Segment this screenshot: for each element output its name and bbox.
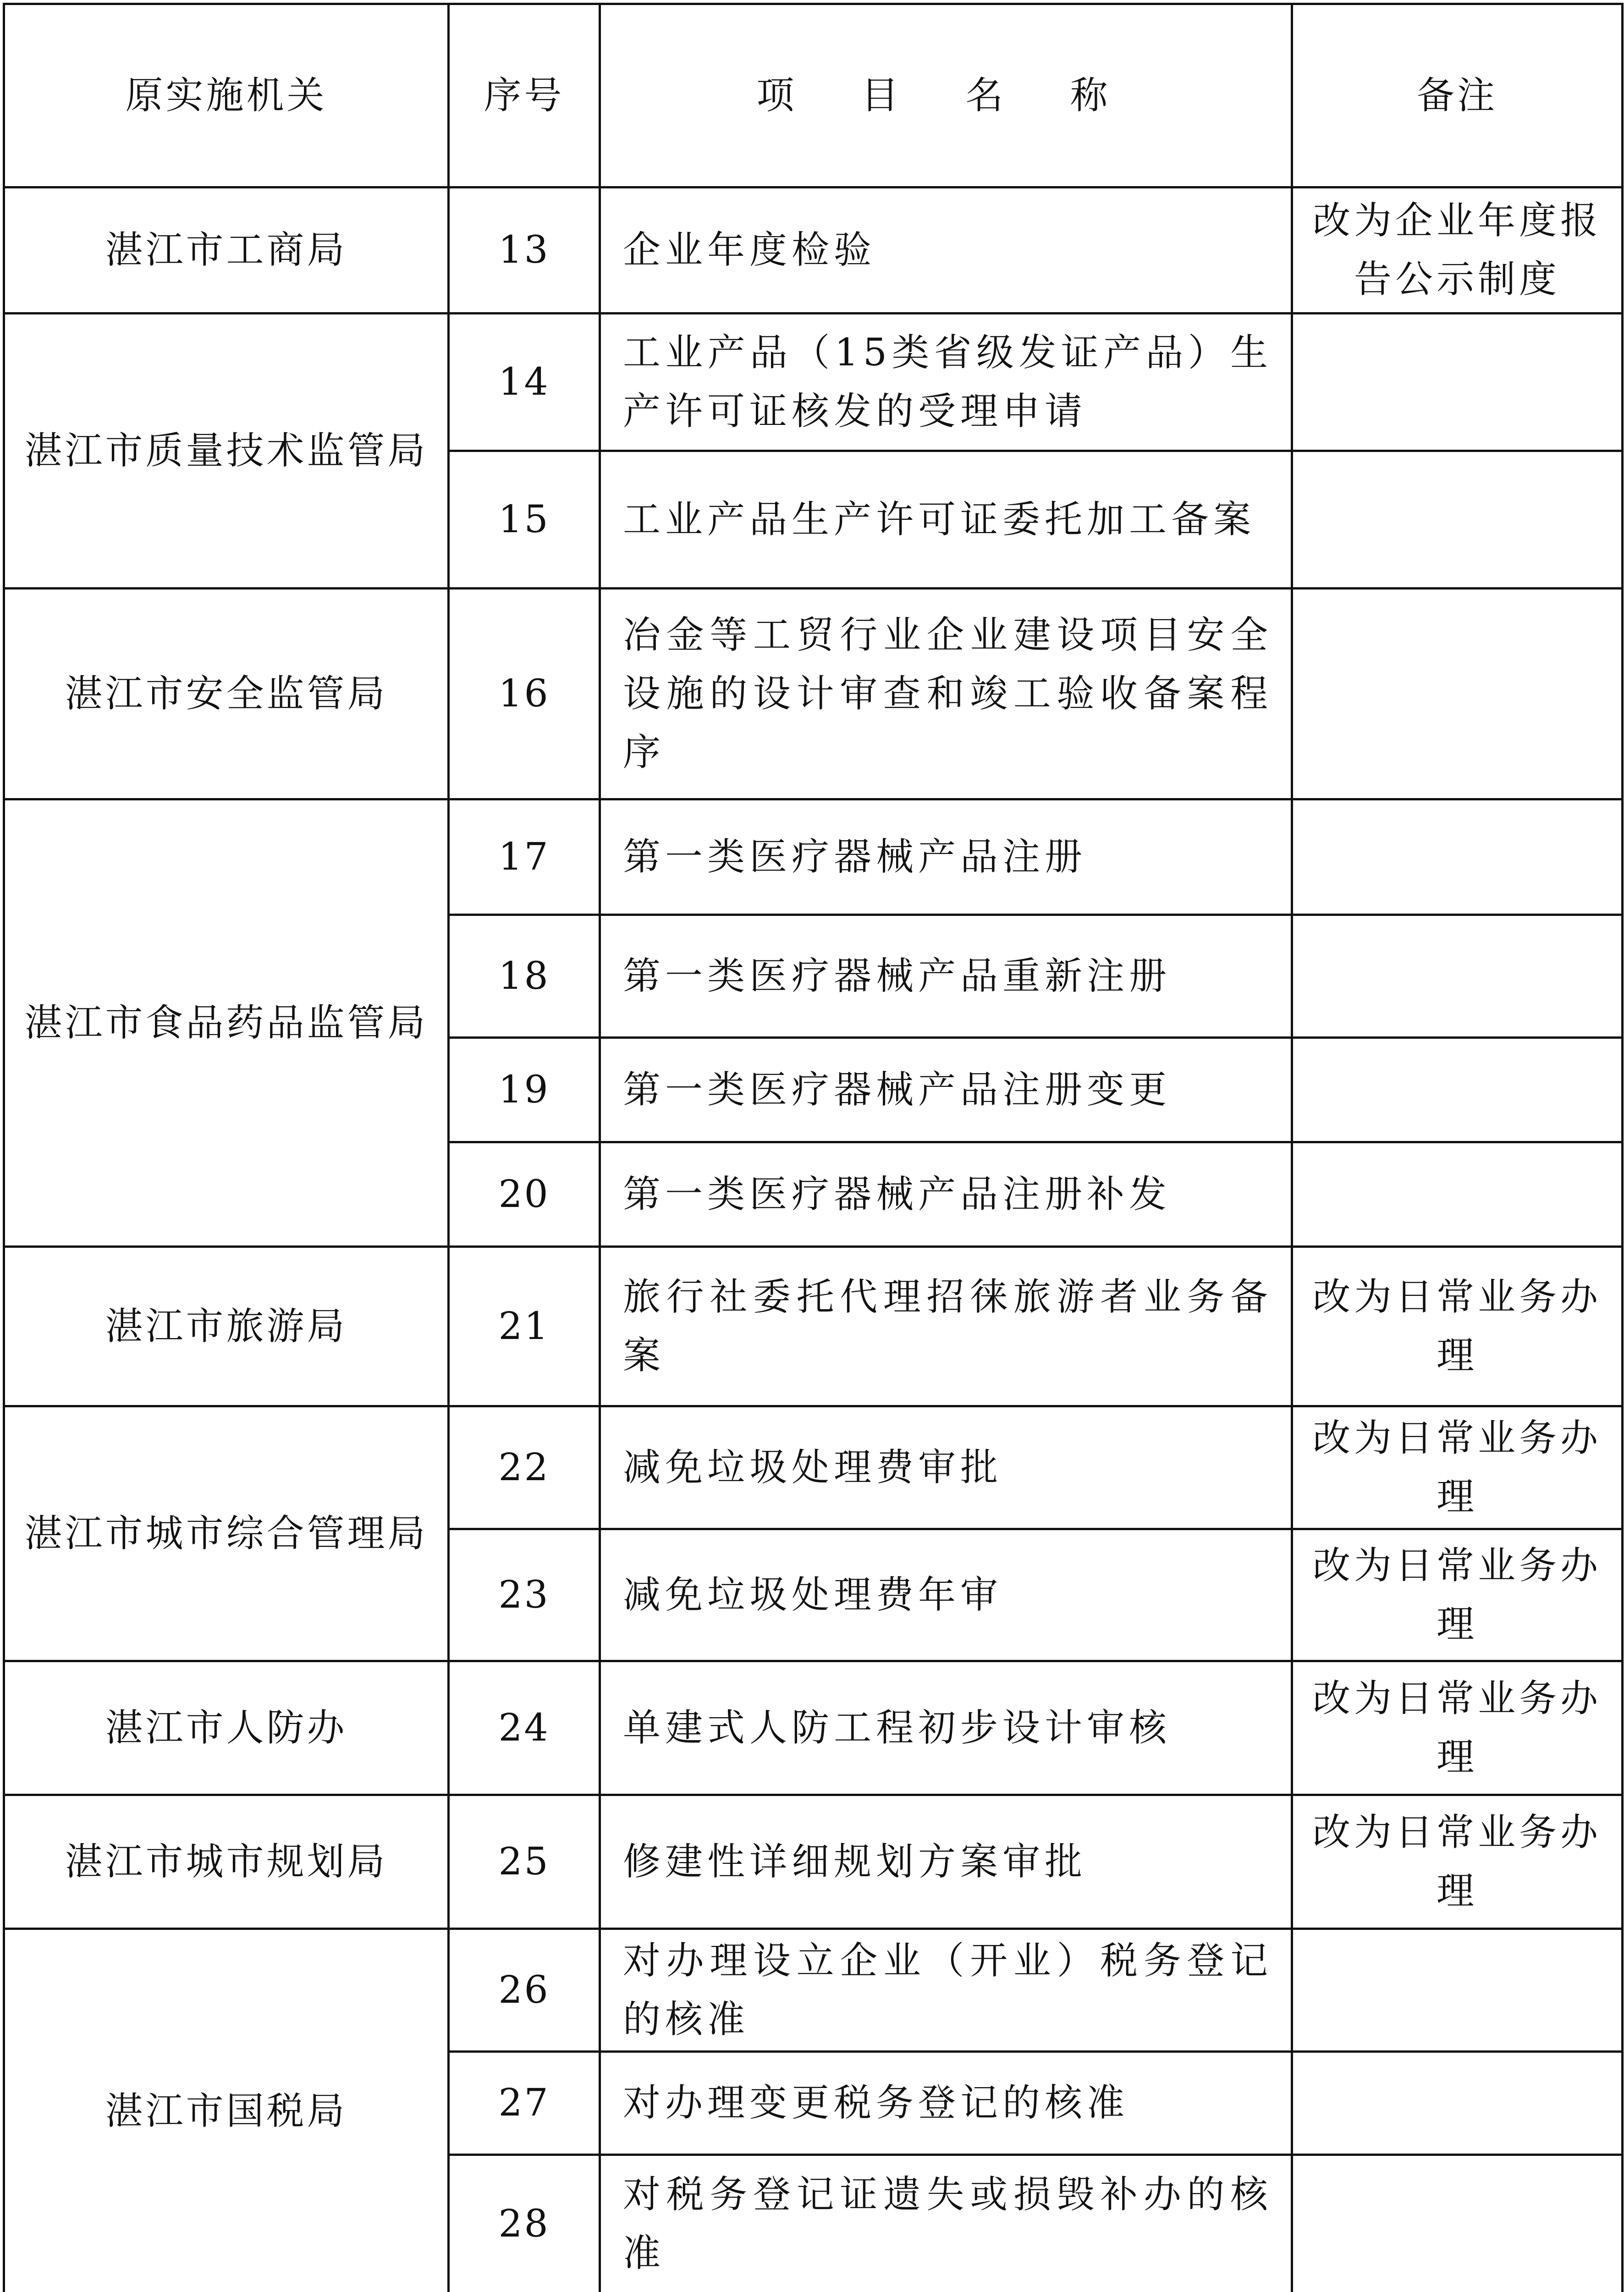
org-cell: 湛江市旅游局: [4, 1247, 449, 1406]
item-name: 第一类医疗器械产品注册变更: [600, 1038, 1292, 1142]
table-row: [4, 1661, 1623, 1795]
item-name: 对税务登记证遗失或损毁补办的核准: [600, 2155, 1292, 2292]
org-cell: 湛江市城市规划局: [4, 1795, 449, 1929]
item-name: 修建性详细规划方案审批: [600, 1795, 1292, 1929]
note-cell: [1292, 1929, 1623, 2052]
item-name: 第一类医疗器械产品重新注册: [600, 915, 1292, 1038]
note-cell: 改为日常业务办理: [1292, 1406, 1623, 1529]
note-cell: [1292, 1038, 1623, 1142]
item-name: 减免垃圾处理费审批: [600, 1406, 1292, 1529]
row-number: 26: [449, 1929, 600, 2052]
table-row: [4, 1795, 1623, 1929]
org-cell: 湛江市质量技术监管局: [4, 314, 449, 589]
row-number: 27: [449, 2052, 600, 2155]
row-number: 14: [449, 314, 600, 451]
note-cell: 改为日常业务办理: [1292, 1529, 1623, 1661]
approval-items-table: [3, 3, 1624, 2292]
note-cell: 改为日常业务办理: [1292, 1247, 1623, 1406]
item-name: 第一类医疗器械产品注册: [600, 799, 1292, 915]
item-name: 第一类医疗器械产品注册补发: [600, 1142, 1292, 1247]
item-name: 工业产品（15类省级发证产品）生产许可证核发的受理申请: [600, 314, 1292, 451]
row-number: 20: [449, 1142, 600, 1247]
row-number: 22: [449, 1406, 600, 1529]
row-number: 19: [449, 1038, 600, 1142]
item-name: 旅行社委托代理招徕旅游者业务备案: [600, 1247, 1292, 1406]
note-cell: [1292, 1142, 1623, 1247]
note-cell: [1292, 2052, 1623, 2155]
table-row: [4, 1247, 1623, 1406]
row-number: 13: [449, 187, 600, 314]
org-cell: 湛江市城市综合管理局: [4, 1406, 449, 1661]
row-number: 18: [449, 915, 600, 1038]
row-number: 23: [449, 1529, 600, 1661]
org-cell: 湛江市国税局: [4, 1929, 449, 2292]
row-number: 15: [449, 451, 600, 589]
note-cell: 改为日常业务办理: [1292, 1795, 1623, 1929]
row-number: 21: [449, 1247, 600, 1406]
row-number: 24: [449, 1661, 600, 1795]
org-cell: 湛江市工商局: [4, 187, 449, 314]
note-cell: [1292, 314, 1623, 451]
org-cell: 湛江市食品药品监管局: [4, 799, 449, 1247]
table-row: [4, 314, 1623, 451]
row-number: 17: [449, 799, 600, 915]
org-cell: 湛江市人防办: [4, 1661, 449, 1795]
note-cell: [1292, 451, 1623, 589]
note-cell: 改为日常业务办理: [1292, 1661, 1623, 1795]
note-cell: 改为企业年度报告公示制度: [1292, 187, 1623, 314]
note-cell: [1292, 2155, 1623, 2292]
table-row: [4, 1929, 1623, 2052]
item-name: 企业年度检验: [600, 187, 1292, 314]
row-number: 16: [449, 589, 600, 799]
item-name: 单建式人防工程初步设计审核: [600, 1661, 1292, 1795]
item-name: 冶金等工贸行业企业建设项目安全设施的设计审查和竣工验收备案程序: [600, 589, 1292, 799]
item-name: 对办理变更税务登记的核准: [600, 2052, 1292, 2155]
table-header-row: [4, 4, 1623, 187]
header-item: 项 目 名 称: [600, 4, 1292, 187]
item-name: 工业产品生产许可证委托加工备案: [600, 451, 1292, 589]
note-cell: [1292, 799, 1623, 915]
header-org: 原实施机关: [4, 4, 449, 187]
note-cell: [1292, 589, 1623, 799]
table-row: [4, 187, 1623, 314]
table-row: [4, 589, 1623, 799]
header-note: 备注: [1292, 4, 1623, 187]
row-number: 25: [449, 1795, 600, 1929]
item-name: 减免垃圾处理费年审: [600, 1529, 1292, 1661]
row-number: 28: [449, 2155, 600, 2292]
note-cell: [1292, 915, 1623, 1038]
org-cell: 湛江市安全监管局: [4, 589, 449, 799]
item-name: 对办理设立企业（开业）税务登记的核准: [600, 1929, 1292, 2052]
table-row: [4, 799, 1623, 915]
table-row: [4, 1406, 1623, 1529]
header-no: 序号: [449, 4, 600, 187]
